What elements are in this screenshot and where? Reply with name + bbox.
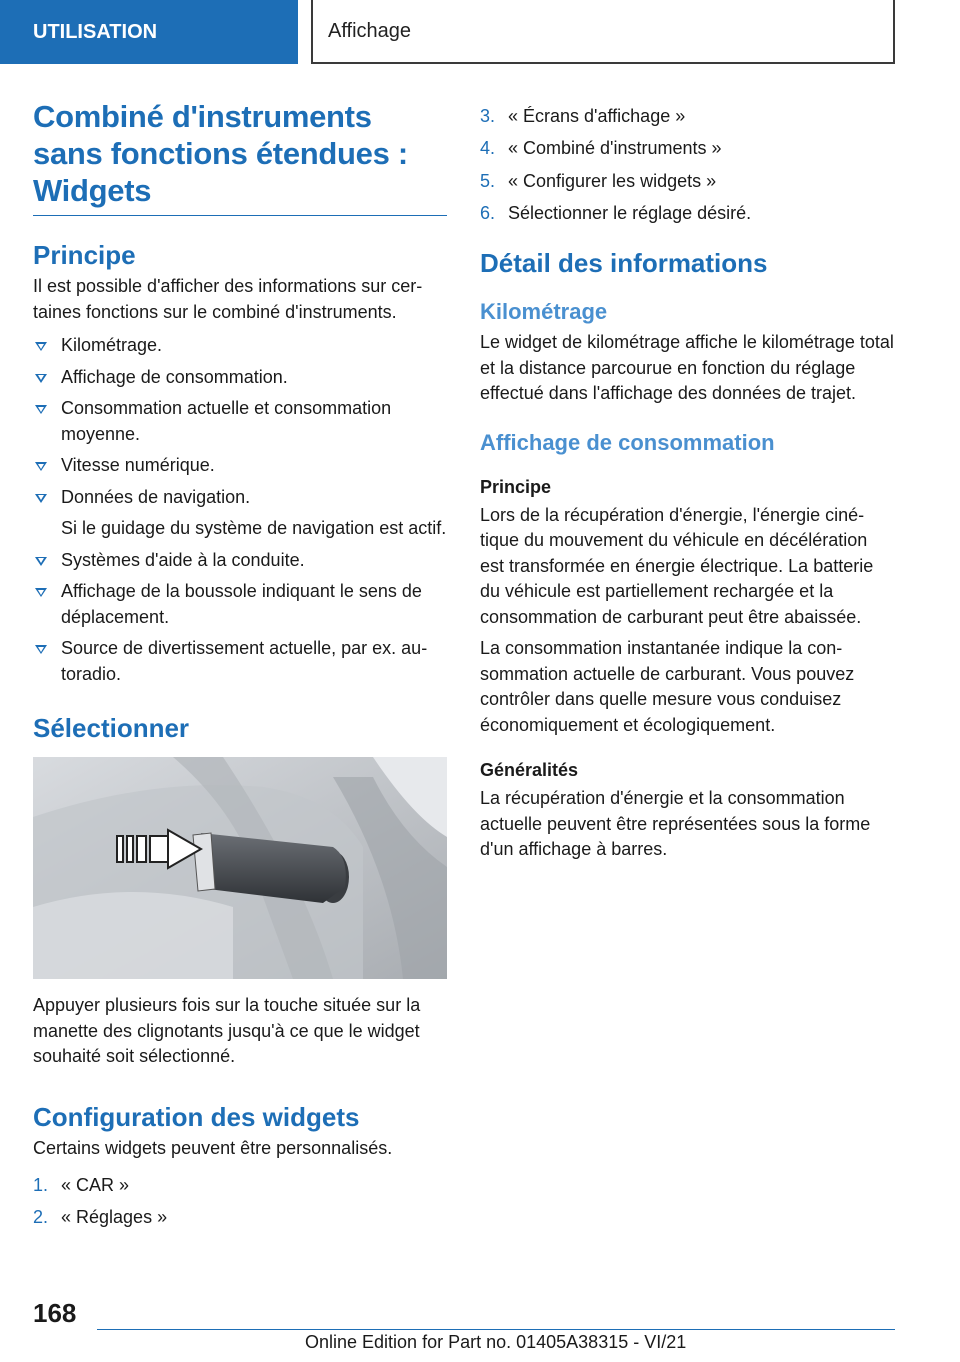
navigation-note: Si le guidage du système de navigation est actif. bbox=[61, 518, 447, 538]
left-column bbox=[33, 98, 447, 1238]
list-item: Systèmes d'aide à la conduite. bbox=[33, 548, 447, 574]
list-item: 6. Sélectionner le réglage désiré. bbox=[480, 202, 752, 223]
generalites-heading: Généralités bbox=[480, 760, 579, 781]
selectionner-text: Appuyer plusieurs fois sur la touche située sur la manette des clignotants jusqu'à ce que le widget souhaité soit sélectionné. bbox=[33, 995, 421, 1066]
triangle-bullet-icon bbox=[35, 494, 47, 503]
triangle-bullet-icon bbox=[35, 374, 47, 383]
edition-footer: Online Edition for Part no. 01405A38315 - VI/21 bbox=[305, 1332, 687, 1352]
detail-heading: Détail des informations bbox=[480, 248, 768, 279]
page-number: 168 bbox=[33, 1298, 77, 1328]
list-item: 1. « CAR » bbox=[33, 1175, 130, 1195]
section-tab bbox=[0, 0, 298, 64]
chapter-header bbox=[311, 0, 895, 64]
triangle-bullet-icon bbox=[35, 645, 47, 654]
triangle-bullet-icon bbox=[35, 342, 47, 351]
lever-illustration-svg bbox=[33, 757, 447, 979]
list-item: Source de divertissement actuelle, par ex. autoradio. bbox=[33, 636, 447, 687]
list-item: 2. « Réglages » bbox=[33, 1207, 168, 1228]
consommation-principe-heading: Principe bbox=[480, 476, 552, 497]
triangle-bullet-icon bbox=[35, 588, 47, 597]
consommation-heading: Affichage de consommation bbox=[480, 429, 775, 455]
list-item: Consommation actuelle et consommation moyenne. bbox=[33, 396, 447, 447]
list-item: Kilométrage. bbox=[33, 333, 447, 359]
list-item: Affichage de consommation. bbox=[33, 365, 447, 391]
triangle-bullet-icon bbox=[35, 462, 47, 471]
list-item: 4. « Combiné d'instruments » bbox=[480, 138, 722, 159]
principe-heading: Principe bbox=[33, 240, 136, 270]
principe-intro: Il est possible d'afficher des informations sur certaines fonctions sur le combiné d'instruments. bbox=[33, 276, 423, 322]
selectionner-heading: Sélectionner bbox=[33, 713, 190, 743]
right-column bbox=[480, 100, 895, 869]
configuration-steps-continued bbox=[480, 104, 895, 226]
chapter-label: Affichage bbox=[328, 19, 412, 42]
triangle-bullet-icon bbox=[35, 557, 47, 566]
list-item: 3. « Écrans d'affichage » bbox=[480, 106, 686, 126]
turn-signal-lever-illustration bbox=[33, 757, 447, 979]
kilometrage-text: Le widget de kilométrage affiche le kilométrage total et la distance parcourue en fonction du réglage effectué dans l'affichage des données de trajet. bbox=[480, 332, 894, 404]
triangle-bullet-icon bbox=[35, 405, 47, 414]
list-item: Données de navigation. Si le guidage du système de navigation est actif. bbox=[33, 485, 447, 542]
list-item: Vitesse numérique. bbox=[33, 453, 447, 479]
configuration-heading: Configuration des widgets bbox=[33, 1101, 360, 1132]
info-list bbox=[33, 333, 447, 687]
kilometrage-heading: Kilométrage bbox=[480, 299, 608, 325]
footer-rule bbox=[97, 1329, 895, 1330]
page-title: Combiné d'instruments sans fonctions étendues : Widgets bbox=[33, 98, 447, 216]
consommation-principe-p2: La consommation instantanée indique la consommation actuelle de carburant. Vous pouvez contrôler dans quelle mesure vous conduisez économiquement et écologiquement. bbox=[480, 638, 855, 735]
section-label: UTILISATION bbox=[33, 20, 158, 43]
list-item: Affichage de la boussole indiquant le sens de déplacement. bbox=[33, 579, 447, 630]
list-item: 5. « Configurer les widgets » bbox=[480, 170, 717, 191]
configuration-text: Certains widgets peuvent être personnalisés. bbox=[33, 1137, 393, 1158]
generalites-text: La récupération d'énergie et la consommation actuelle peuvent être représentées sous la forme d'un affichage à barres. bbox=[480, 788, 871, 860]
configuration-steps bbox=[33, 1173, 447, 1231]
consommation-principe-p1: Lors de la récupération d'énergie, l'énergie cinétique du mouvement du véhicule en décélération est transformée en énergie électrique. La batterie du véhicule est partiellement rechargée et la consommation de carburant peut être abaissée. bbox=[480, 504, 874, 627]
